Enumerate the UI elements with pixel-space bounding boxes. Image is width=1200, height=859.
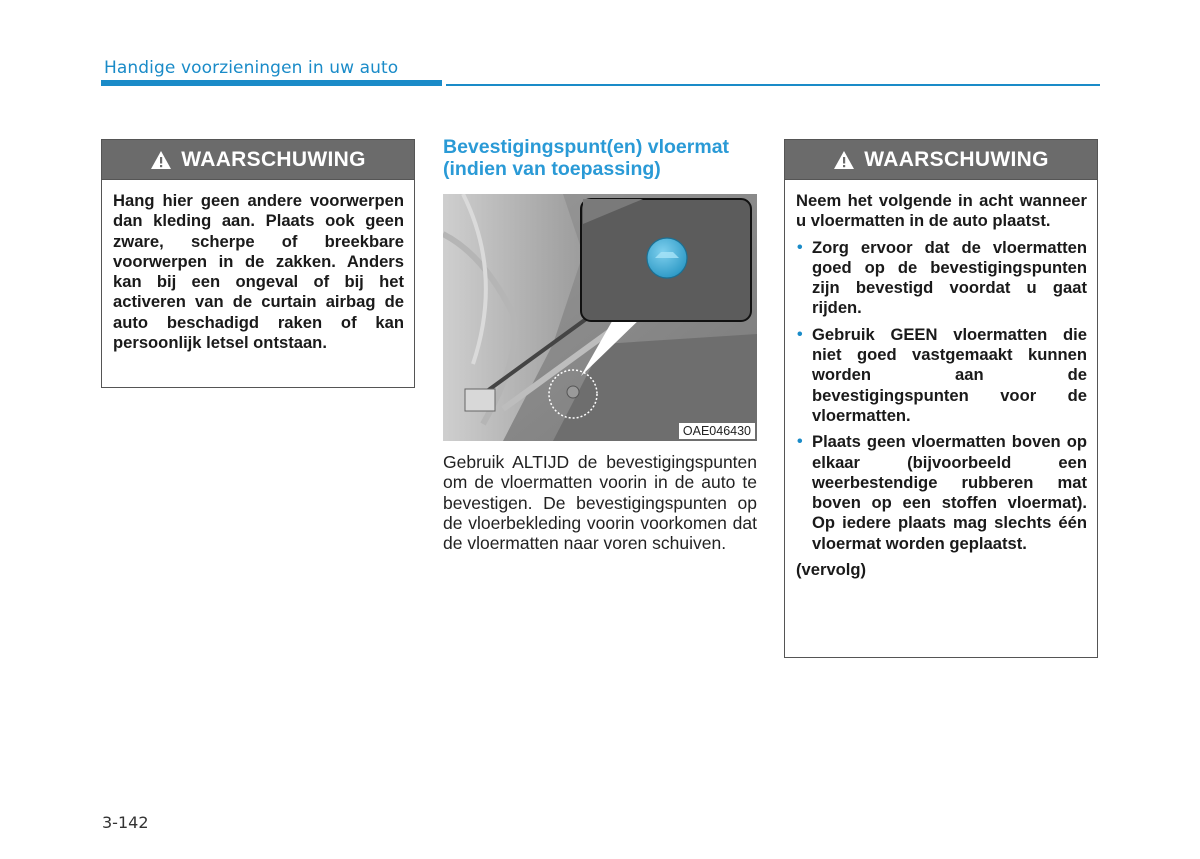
bullet-dot-icon: •: [797, 433, 803, 451]
bullet-item: [796, 238, 1087, 319]
warning-header: [785, 140, 1097, 180]
warning-triangle-icon: [833, 150, 855, 170]
warning-intro: Neem het volgende in acht wanneer u vloermatten in de auto plaatst.: [796, 191, 1087, 231]
body-paragraph: Gebruik ALTIJD de bevestigingspunten om de vloermatten voorin in de auto te bevestigen. De bevestigingspunten op de vloerbekleding voorin voorkomen dat de vloermatten naar voren schuiven.: [443, 452, 757, 554]
bullet-item: [796, 325, 1087, 426]
warning-box-floor-mats: [784, 139, 1098, 658]
header-rule-line: [446, 84, 1100, 86]
bullet-text: Gebruik GEEN vloermatten die niet goed vastgemaakt kunnen worden aan de bevestigingspunten voor de vloermatten.: [812, 324, 1087, 425]
section-title: Bevestigingspunt(en) vloermat (indien van toepassing): [443, 136, 730, 180]
bullet-text: Plaats geen vloermatten boven op elkaar (bijvoorbeeld een weerbestendige rubberen mat boven op een stoffen vloermat). Op iedere plaats mag slechts één vloermat worden geplaatst.: [812, 432, 1087, 553]
warning-header: [102, 140, 414, 180]
warning-text: Hang hier geen andere voorwerpen dan kleding aan. Plaats ook geen zware, scherpe of breekbare voorwerpen in de zakken. Anders kan bij een ongeval of bij het activeren van de curtain airbag de auto beschadigd raken of kan persoonlijk letsel ontstaan.: [113, 191, 404, 353]
warning-bullet-list: [796, 238, 1087, 554]
page-number: 3-142: [102, 813, 149, 832]
floor-mat-anchor-illustration: [443, 194, 757, 441]
bullet-item: [796, 432, 1087, 554]
warning-body: [102, 180, 414, 363]
warning-triangle-icon: [150, 150, 172, 170]
section-header: Handige voorzieningen in uw auto: [104, 58, 399, 78]
figure-code: OAE046430: [679, 423, 755, 439]
warning-heading: WAARSCHUWING: [181, 147, 366, 171]
bullet-dot-icon: •: [797, 325, 803, 343]
warning-body: [785, 180, 1097, 590]
bullet-dot-icon: •: [797, 238, 803, 256]
bullet-text: Zorg ervoor dat de vloermatten goed op de bevestigingspunten zijn bevestigd voordat u gaat rijden.: [812, 237, 1087, 318]
continued-label: (vervolg): [796, 560, 867, 580]
header-rule-accent: [101, 80, 442, 86]
warning-heading: WAARSCHUWING: [864, 147, 1049, 171]
warning-box-clothing: [101, 139, 415, 388]
car-floor-illustration: [443, 194, 757, 441]
